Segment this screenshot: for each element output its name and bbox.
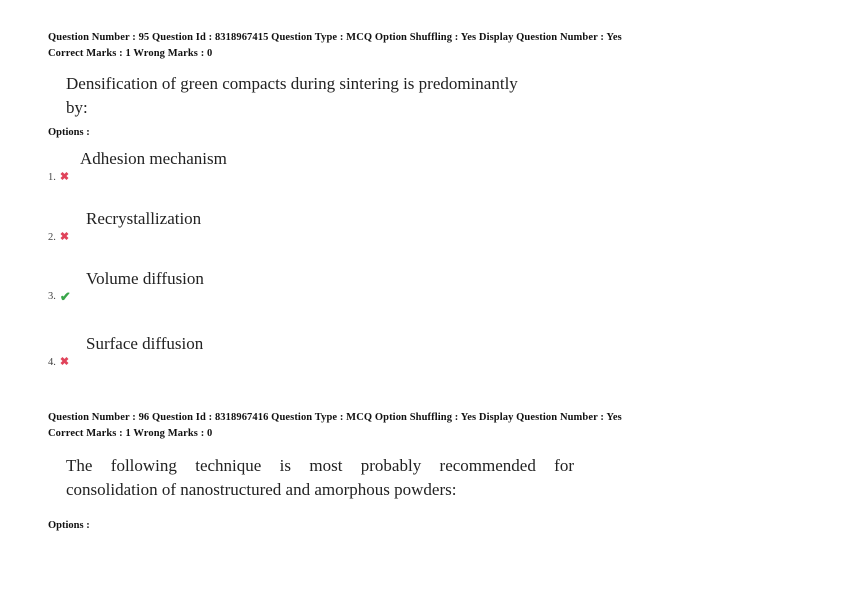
- option-3-text: Volume diffusion: [86, 269, 204, 288]
- question-96-meta-line2: Correct Marks : 1 Wrong Marks : 0: [48, 428, 213, 439]
- cross-icon: ✖: [59, 171, 70, 183]
- option-4-text: Surface diffusion: [86, 334, 204, 353]
- option-3-label: 3.: [48, 291, 56, 302]
- option-4-number: [48, 357, 69, 368]
- option-1-number: [48, 172, 69, 183]
- question-95-options-label: Options :: [48, 127, 90, 138]
- check-icon: ✔: [59, 289, 71, 304]
- cross-icon: ✖: [59, 231, 70, 243]
- question-96-text-line1: The following technique is most probably recommended for: [66, 456, 574, 475]
- option-2-text: Recrystallization: [86, 209, 202, 228]
- question-96-meta-line1: Question Number : 96 Question Id : 8318967416 Question Type : MCQ Option Shuffling : Yes Display Question Number : Yes: [48, 412, 622, 423]
- question-96-options-label: Options :: [48, 520, 90, 531]
- option-1-label: 1.: [48, 172, 56, 183]
- question-95-text-line2: by:: [66, 98, 88, 117]
- option-2-label: 2.: [48, 232, 56, 243]
- option-2-number: [48, 232, 69, 243]
- cross-icon: ✖: [59, 356, 70, 368]
- question-95-meta-line1: Question Number : 95 Question Id : 8318967415 Question Type : MCQ Option Shuffling : Yes Display Question Number : Yes: [48, 32, 622, 43]
- question-95-meta-line2: Correct Marks : 1 Wrong Marks : 0: [48, 48, 213, 59]
- option-3-number: [48, 290, 71, 303]
- option-4-label: 4.: [48, 357, 56, 368]
- question-95-text-line1: Densification of green compacts during sintering is predominantly: [66, 74, 518, 93]
- option-1-text: Adhesion mechanism: [80, 149, 227, 168]
- question-96-text-line2: consolidation of nanostructured and amorphous powders:: [66, 480, 457, 499]
